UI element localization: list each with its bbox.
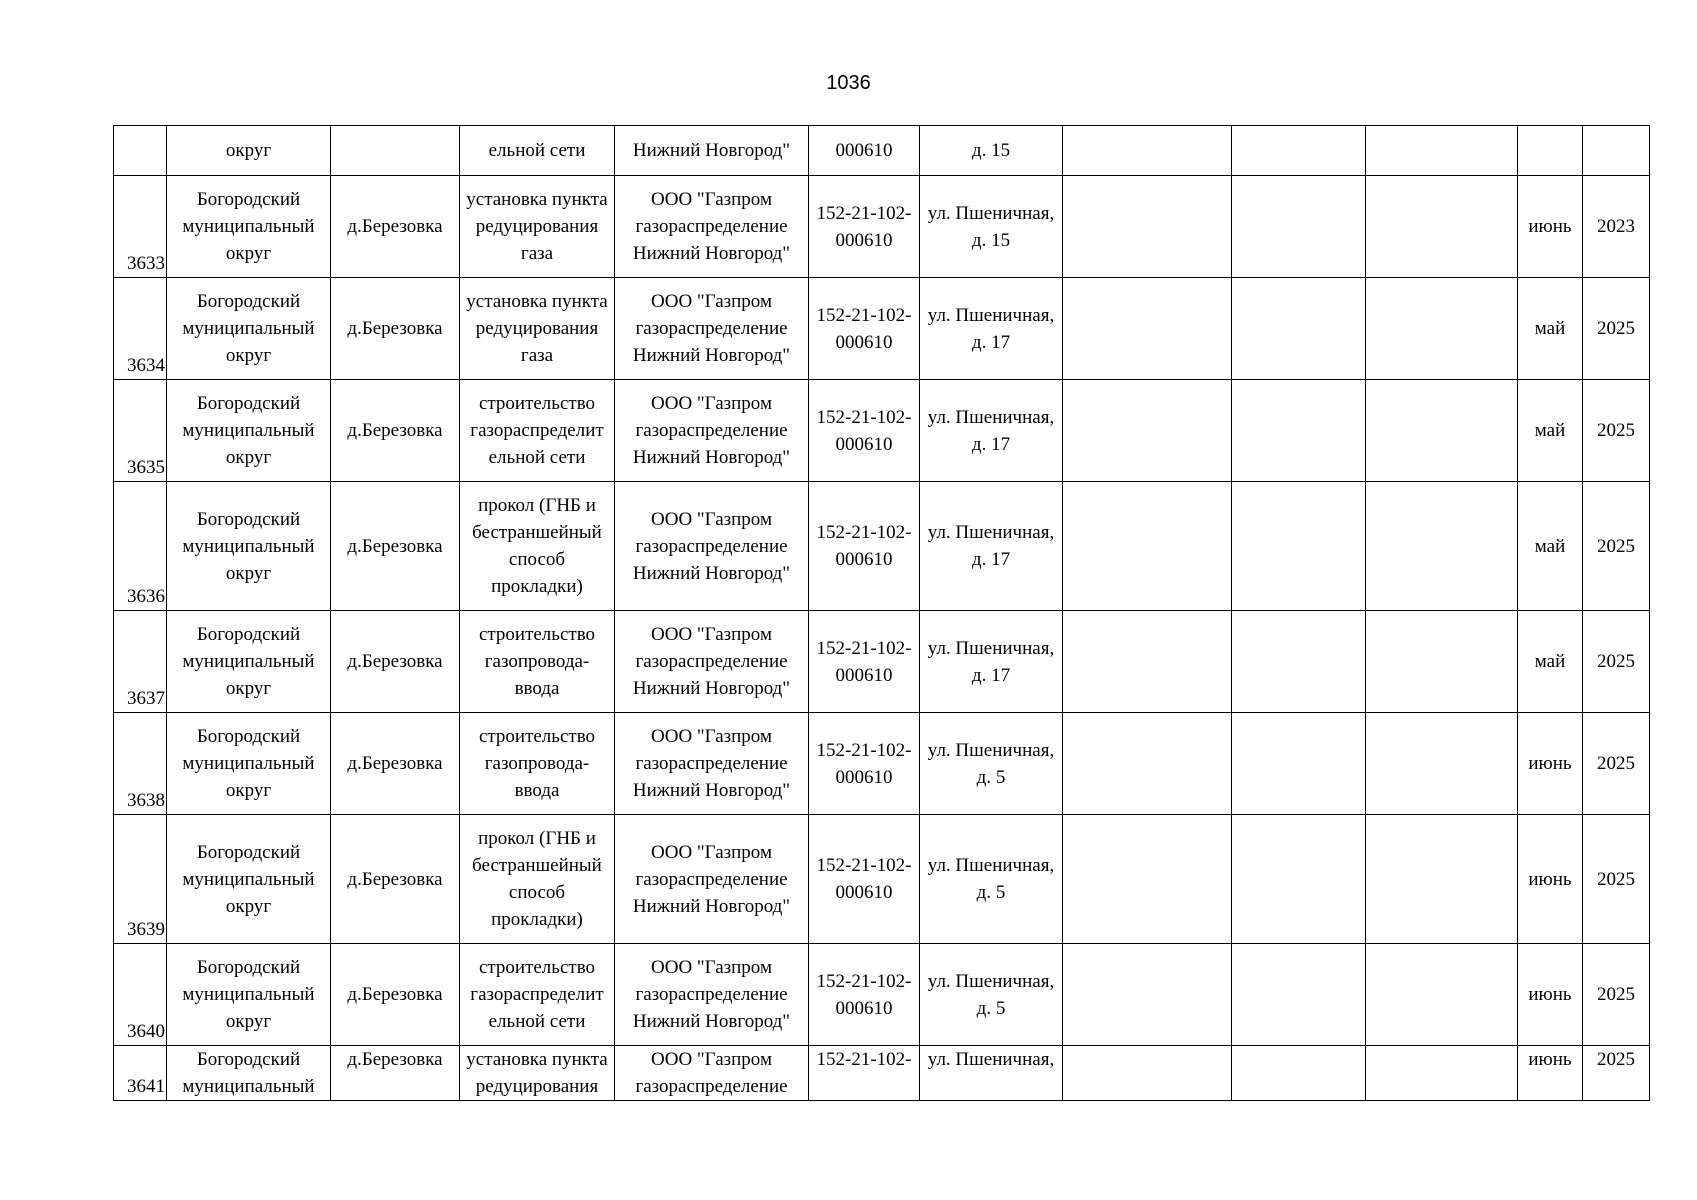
cell-empty bbox=[1063, 815, 1232, 944]
cell-num: 3641 bbox=[114, 1046, 167, 1101]
cell-district: Богородский муниципальный округ bbox=[167, 482, 331, 611]
cell-empty bbox=[1232, 278, 1366, 380]
cell-empty bbox=[1063, 126, 1232, 176]
cell-org: ООО "Газпром газораспределение bbox=[615, 1046, 809, 1101]
cell-org: ООО "Газпром газораспределение Нижний Новгород" bbox=[615, 611, 809, 713]
cell-work: строительство газопровода- ввода bbox=[460, 611, 615, 713]
cell-settlement: д.Березовка bbox=[331, 380, 460, 482]
cell-address: ул. Пшеничная, д. 17 bbox=[920, 278, 1063, 380]
cell-empty bbox=[1063, 1046, 1232, 1101]
cell-empty bbox=[1366, 126, 1518, 176]
cell-empty bbox=[1366, 815, 1518, 944]
table-row bbox=[114, 176, 1650, 278]
cell-empty bbox=[1063, 380, 1232, 482]
cell-org: ООО "Газпром газораспределение Нижний Новгород" bbox=[615, 482, 809, 611]
cell-address: ул. Пшеничная, д. 5 bbox=[920, 713, 1063, 815]
cell-org: Нижний Новгород" bbox=[615, 126, 809, 176]
cell-org: ООО "Газпром газораспределение Нижний Новгород" bbox=[615, 380, 809, 482]
cell-empty bbox=[1063, 611, 1232, 713]
table-row bbox=[114, 713, 1650, 815]
cell-district: Богородский муниципальный округ bbox=[167, 713, 331, 815]
cell-empty bbox=[1366, 1046, 1518, 1101]
cell-empty bbox=[1366, 482, 1518, 611]
cell-work: прокол (ГНБ и бестраншейный способ прокладки) bbox=[460, 815, 615, 944]
table-row-continuation bbox=[114, 126, 1650, 176]
cell-district: Богородский муниципальный округ bbox=[167, 944, 331, 1046]
cell-empty bbox=[1232, 611, 1366, 713]
table-row bbox=[114, 611, 1650, 713]
cell-year bbox=[1583, 126, 1650, 176]
cell-num: 3640 bbox=[114, 944, 167, 1046]
cell-address: ул. Пшеничная, д. 15 bbox=[920, 176, 1063, 278]
cell-year: 2023 bbox=[1583, 176, 1650, 278]
cell-code: 152-21-102- bbox=[809, 1046, 920, 1101]
table-row bbox=[114, 380, 1650, 482]
cell-address: ул. Пшеничная, д. 17 bbox=[920, 380, 1063, 482]
cell-work: строительство газораспределит ельной сети bbox=[460, 944, 615, 1046]
cell-org: ООО "Газпром газораспределение Нижний Новгород" bbox=[615, 278, 809, 380]
cell-empty bbox=[1063, 944, 1232, 1046]
cell-month: май bbox=[1518, 380, 1583, 482]
cell-month: июнь bbox=[1518, 1046, 1583, 1101]
cell-empty bbox=[1063, 278, 1232, 380]
cell-year: 2025 bbox=[1583, 1046, 1650, 1101]
cell-num: 3636 bbox=[114, 482, 167, 611]
page-number: 1036 bbox=[826, 72, 871, 94]
cell-address: ул. Пшеничная, bbox=[920, 1046, 1063, 1101]
cell-year: 2025 bbox=[1583, 278, 1650, 380]
cell-org: ООО "Газпром газораспределение Нижний Новгород" bbox=[615, 944, 809, 1046]
cell-work: установка пункта редуцирования газа bbox=[460, 176, 615, 278]
cell-empty bbox=[1063, 713, 1232, 815]
cell-work: строительство газопровода- ввода bbox=[460, 713, 615, 815]
cell-month: июнь bbox=[1518, 944, 1583, 1046]
cell-settlement: д.Березовка bbox=[331, 1046, 460, 1101]
table-row-last bbox=[114, 1046, 1650, 1101]
table-row bbox=[114, 482, 1650, 611]
cell-settlement: д.Березовка bbox=[331, 815, 460, 944]
cell-month: май bbox=[1518, 278, 1583, 380]
cell-work: прокол (ГНБ и бестраншейный способ прокладки) bbox=[460, 482, 615, 611]
cell-code: 152-21-102- 000610 bbox=[809, 815, 920, 944]
cell-month bbox=[1518, 126, 1583, 176]
cell-empty bbox=[1232, 815, 1366, 944]
cell-num: 3639 bbox=[114, 815, 167, 944]
cell-code: 152-21-102- 000610 bbox=[809, 944, 920, 1046]
cell-year: 2025 bbox=[1583, 713, 1650, 815]
cell-empty bbox=[1232, 482, 1366, 611]
cell-code: 000610 bbox=[809, 126, 920, 176]
cell-work: установка пункта редуцирования bbox=[460, 1046, 615, 1101]
cell-address: ул. Пшеничная, д. 17 bbox=[920, 611, 1063, 713]
cell-num: 3634 bbox=[114, 278, 167, 380]
cell-month: июнь bbox=[1518, 176, 1583, 278]
table-row bbox=[114, 278, 1650, 380]
cell-settlement: д.Березовка bbox=[331, 278, 460, 380]
cell-empty bbox=[1366, 176, 1518, 278]
cell-code: 152-21-102- 000610 bbox=[809, 713, 920, 815]
cell-address: д. 15 bbox=[920, 126, 1063, 176]
cell-org: ООО "Газпром газораспределение Нижний Новгород" bbox=[615, 815, 809, 944]
cell-settlement: д.Березовка bbox=[331, 713, 460, 815]
cell-num: 3637 bbox=[114, 611, 167, 713]
table-row bbox=[114, 944, 1650, 1046]
cell-settlement: д.Березовка bbox=[331, 176, 460, 278]
cell-empty bbox=[1232, 713, 1366, 815]
cell-month: июнь bbox=[1518, 815, 1583, 944]
cell-empty bbox=[1232, 176, 1366, 278]
cell-year: 2025 bbox=[1583, 611, 1650, 713]
cell-year: 2025 bbox=[1583, 380, 1650, 482]
table-body bbox=[114, 126, 1650, 1101]
cell-address: ул. Пшеничная, д. 5 bbox=[920, 815, 1063, 944]
cell-num bbox=[114, 126, 167, 176]
cell-num: 3633 bbox=[114, 176, 167, 278]
cell-district: округ bbox=[167, 126, 331, 176]
cell-district: Богородский муниципальный округ bbox=[167, 278, 331, 380]
cell-code: 152-21-102- 000610 bbox=[809, 482, 920, 611]
cell-settlement: д.Березовка bbox=[331, 611, 460, 713]
gas-works-table bbox=[113, 125, 1650, 1101]
cell-num: 3638 bbox=[114, 713, 167, 815]
cell-settlement bbox=[331, 126, 460, 176]
cell-code: 152-21-102- 000610 bbox=[809, 380, 920, 482]
cell-district: Богородский муниципальный округ bbox=[167, 611, 331, 713]
cell-address: ул. Пшеничная, д. 17 bbox=[920, 482, 1063, 611]
cell-month: май bbox=[1518, 611, 1583, 713]
cell-settlement: д.Березовка bbox=[331, 482, 460, 611]
cell-year: 2025 bbox=[1583, 815, 1650, 944]
cell-district: Богородский муниципальный округ bbox=[167, 176, 331, 278]
cell-year: 2025 bbox=[1583, 944, 1650, 1046]
cell-code: 152-21-102- 000610 bbox=[809, 176, 920, 278]
cell-empty bbox=[1232, 380, 1366, 482]
cell-settlement: д.Березовка bbox=[331, 944, 460, 1046]
cell-org: ООО "Газпром газораспределение Нижний Новгород" bbox=[615, 713, 809, 815]
cell-code: 152-21-102- 000610 bbox=[809, 611, 920, 713]
cell-work: строительство газораспределит ельной сети bbox=[460, 380, 615, 482]
cell-empty bbox=[1063, 482, 1232, 611]
cell-work: ельной сети bbox=[460, 126, 615, 176]
cell-month: июнь bbox=[1518, 713, 1583, 815]
cell-empty bbox=[1232, 944, 1366, 1046]
cell-empty bbox=[1232, 1046, 1366, 1101]
cell-empty bbox=[1366, 380, 1518, 482]
cell-district: Богородский муниципальный округ bbox=[167, 380, 331, 482]
cell-district: Богородский муниципальный округ bbox=[167, 815, 331, 944]
cell-work: установка пункта редуцирования газа bbox=[460, 278, 615, 380]
cell-month: май bbox=[1518, 482, 1583, 611]
cell-year: 2025 bbox=[1583, 482, 1650, 611]
cell-empty bbox=[1063, 176, 1232, 278]
cell-org: ООО "Газпром газораспределение Нижний Новгород" bbox=[615, 176, 809, 278]
cell-empty bbox=[1366, 611, 1518, 713]
table-row bbox=[114, 815, 1650, 944]
cell-empty bbox=[1366, 278, 1518, 380]
cell-empty bbox=[1366, 713, 1518, 815]
cell-district: Богородский муниципальный bbox=[167, 1046, 331, 1101]
cell-empty bbox=[1366, 944, 1518, 1046]
cell-address: ул. Пшеничная, д. 5 bbox=[920, 944, 1063, 1046]
cell-num: 3635 bbox=[114, 380, 167, 482]
cell-empty bbox=[1232, 126, 1366, 176]
cell-code: 152-21-102- 000610 bbox=[809, 278, 920, 380]
